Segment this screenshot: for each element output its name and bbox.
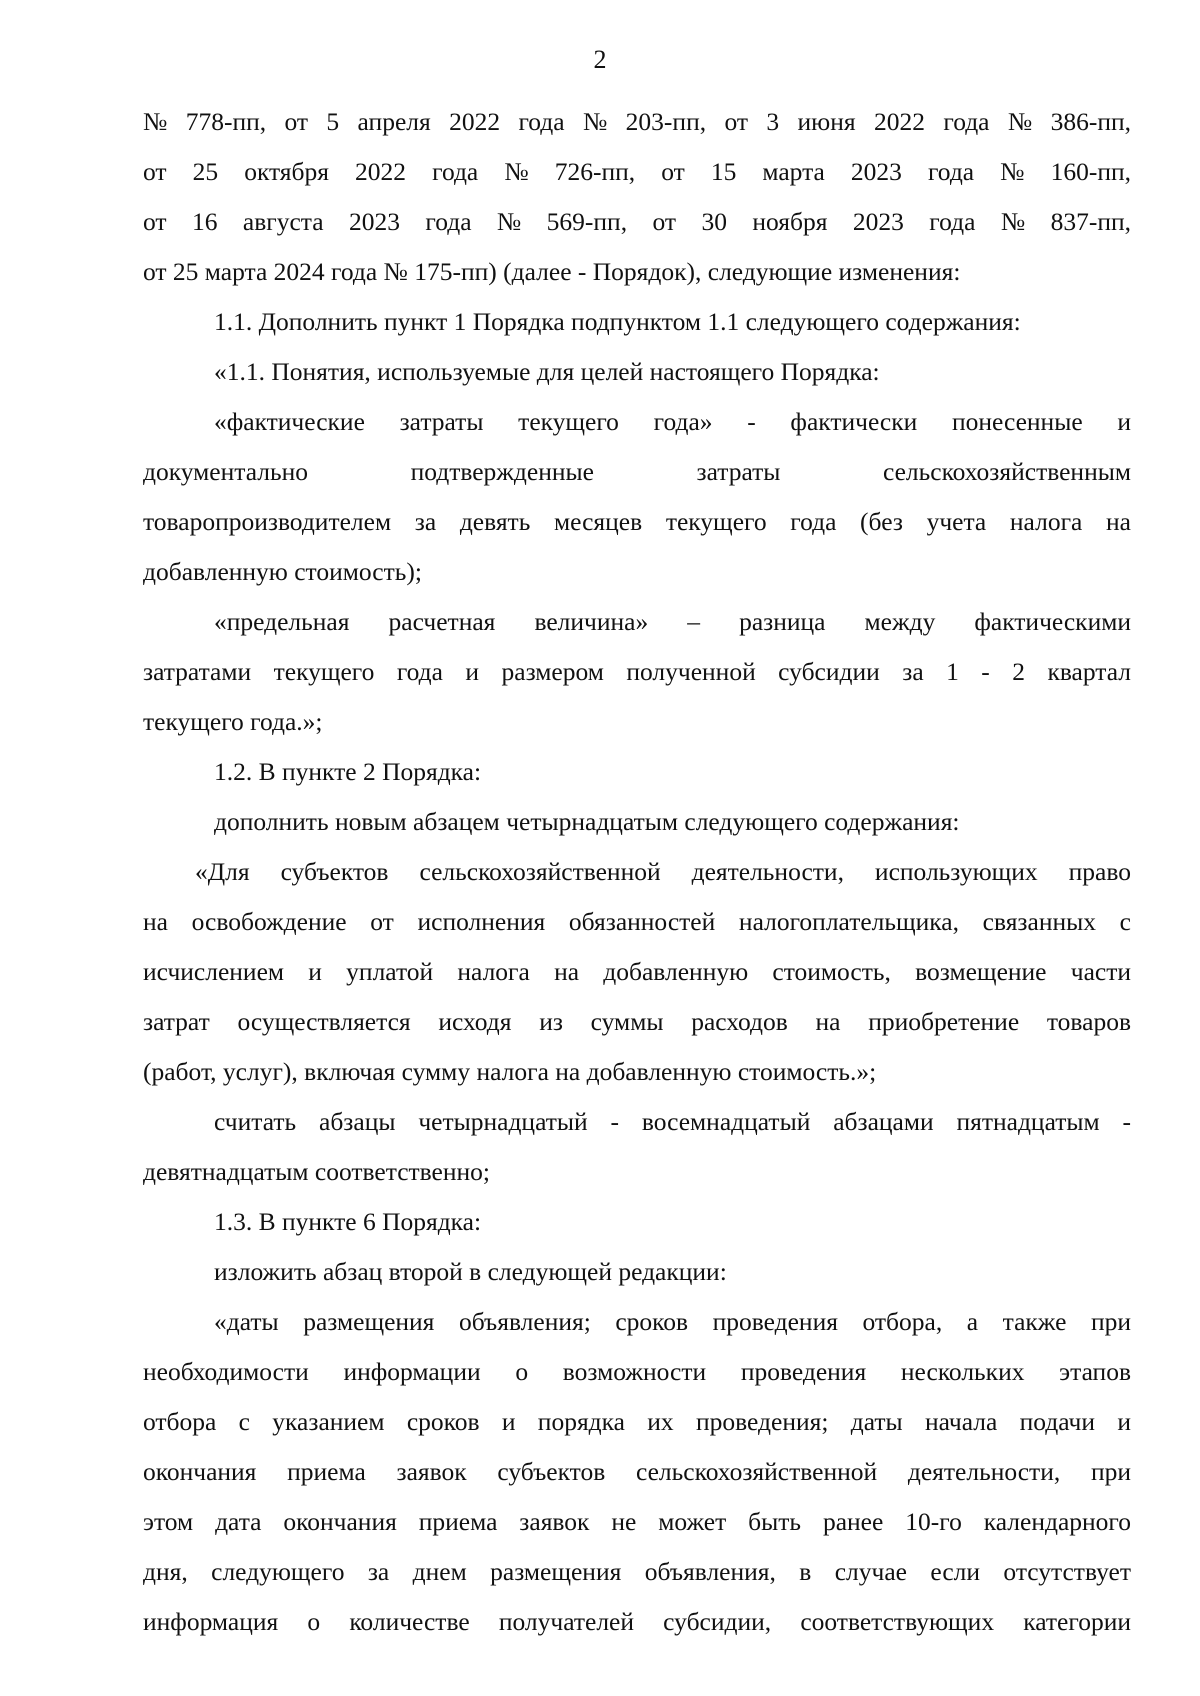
text-line: девятнадцатым соответственно; [143, 1157, 490, 1186]
text-line: добавленную стоимость); [143, 557, 422, 586]
text-line: изложить абзац второй в следующей редакции: [214, 1257, 727, 1286]
text-line: окончания приема заявок субъектов сельскохозяйственной деятельности, при [143, 1457, 1131, 1486]
paragraph [143, 297, 1131, 347]
text-line: дополнить новым абзацем четырнадцатым следующего содержания: [214, 807, 960, 836]
paragraph [143, 597, 1131, 747]
text-line: информация о количестве получателей субсидии, соответствующих категории [143, 1607, 1131, 1636]
text-line: 1.3. В пункте 6 Порядка: [214, 1207, 482, 1236]
text-line: затратами текущего года и размером полученной субсидии за 1 - 2 квартал [143, 657, 1131, 686]
text-line: «предельная расчетная величина» – разница между фактическими [214, 607, 1131, 636]
text-line: «фактические затраты текущего года» - фактически понесенные и [214, 407, 1131, 436]
text-line: от 25 октября 2022 года № 726-пп, от 15 марта 2023 года № 160-пп, [143, 157, 1131, 186]
text-line: считать абзацы четырнадцатый - восемнадцатый абзацами пятнадцатым - [214, 1107, 1131, 1136]
text-line: документально подтвержденные затраты сельскохозяйственным [143, 457, 1131, 486]
text-line: исчислением и уплатой налога на добавленную стоимость, возмещение части [143, 957, 1131, 986]
text-line: 1.1. Дополнить пункт 1 Порядка подпунктом 1.1 следующего содержания: [214, 307, 1021, 336]
page-number: 2 [593, 45, 607, 74]
text-line: от 16 августа 2023 года № 569-пп, от 30 ноября 2023 года № 837-пп, [143, 207, 1131, 236]
paragraph [143, 347, 1131, 397]
text-line: «Для субъектов сельскохозяйственной деятельности, использующих право [195, 857, 1131, 886]
paragraph [143, 1197, 1131, 1247]
text-line: затрат осуществляется исходя из суммы расходов на приобретение товаров [143, 1007, 1131, 1036]
paragraph [143, 847, 1131, 1097]
text-line: 1.2. В пункте 2 Порядка: [214, 757, 482, 786]
text-line: отбора с указанием сроков и порядка их проведения; даты начала подачи и [143, 1407, 1131, 1436]
paragraph [143, 397, 1131, 597]
text-line: необходимости информации о возможности проведения нескольких этапов [143, 1357, 1131, 1386]
text-line: дня, следующего за днем размещения объявления, в случае если отсутствует [143, 1557, 1131, 1586]
text-line: текущего года.»; [143, 707, 323, 736]
paragraph [143, 1247, 1131, 1297]
paragraph [143, 1097, 1131, 1197]
text-line: (работ, услуг), включая сумму налога на добавленную стоимость.»; [143, 1057, 877, 1086]
text-line: от 25 марта 2024 года № 175-пп) (далее - Порядок), следующие изменения: [143, 257, 961, 286]
text-line: на освобождение от исполнения обязанностей налогоплательщика, связанных с [143, 907, 1131, 936]
text-line: товаропроизводителем за девять месяцев текущего года (без учета налога на [143, 507, 1131, 536]
paragraph [143, 797, 1131, 847]
text-line: № 778-пп, от 5 апреля 2022 года № 203-пп, от 3 июня 2022 года № 386-пп, [143, 107, 1131, 136]
paragraph [143, 747, 1131, 797]
paragraph [143, 1297, 1131, 1647]
text-line: «даты размещения объявления; сроков проведения отбора, а также при [214, 1307, 1131, 1336]
paragraph [143, 97, 1131, 297]
text-line: «1.1. Понятия, используемые для целей настоящего Порядка: [214, 357, 880, 386]
text-line: этом дата окончания приема заявок не может быть ранее 10-го календарного [143, 1507, 1131, 1536]
document-body [143, 97, 1131, 1647]
